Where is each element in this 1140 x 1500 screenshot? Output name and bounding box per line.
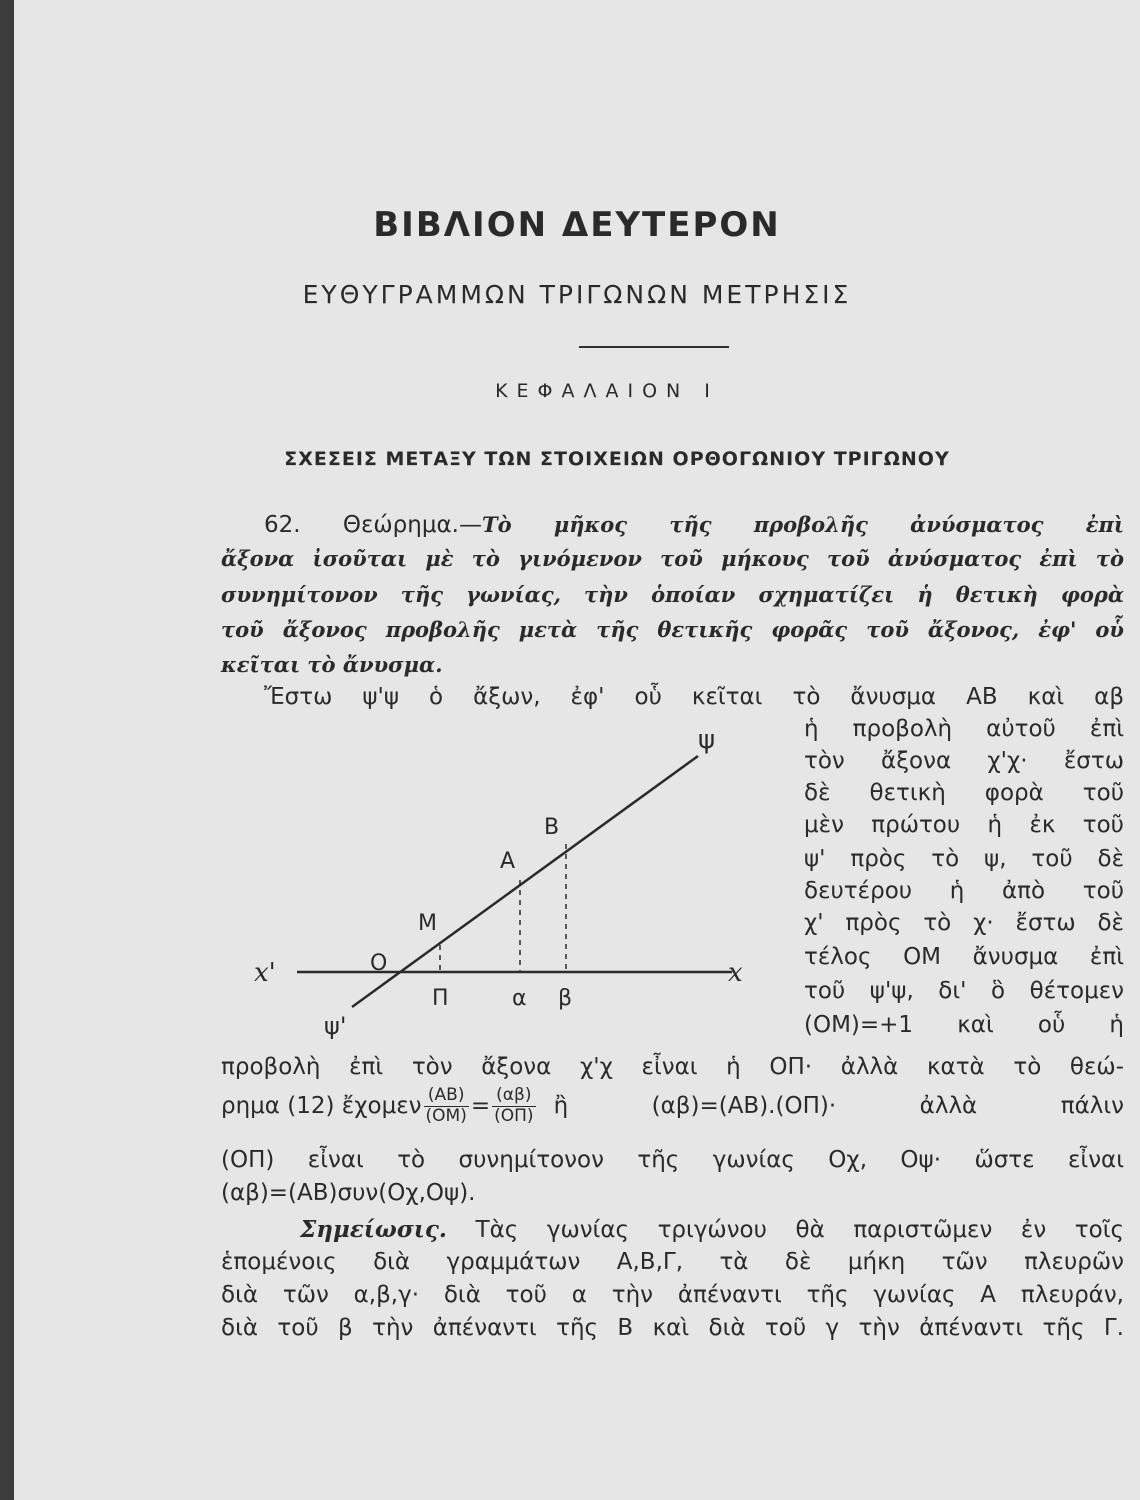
- note-line-2: ἑπομένοις διὰ γραμμάτων Α,Β,Γ, τὰ δὲ μήκη τῶν πλευρῶν: [221, 1249, 1124, 1275]
- theorem-line-3: συνημίτονον τῆς γωνίας, τὴν ὁποίαν σχηματίζει ἡ θετικὴ φορὰ: [221, 582, 1124, 607]
- note-first-text: Τὰς γωνίας τριγώνου θὰ παριστῶμεν ἐν τοῖς: [475, 1217, 1124, 1243]
- projection-diagram: [14, 0, 1140, 1500]
- proof-line-after-diagram: προβολὴ ἐπὶ τὸν ἄξονα χ'χ εἶναι ἡ ΟΠ· ἀλλὰ κατὰ τὸ θεώ-: [221, 1054, 1124, 1080]
- side-line-4: μὲν πρώτου ἡ ἐκ τοῦ: [804, 812, 1124, 838]
- side-line-10: (ΟΜ)=+1 καὶ οὗ ἡ: [804, 1012, 1124, 1038]
- formula-suffix: ἢ (αβ)=(ΑΒ).(ΟΠ)· ἀλλὰ πάλιν: [553, 1092, 1124, 1119]
- fraction-alphabeta-op-denominator: (ΟΠ): [494, 1105, 534, 1126]
- fraction-ab-om-denominator: (ΟΜ): [425, 1105, 467, 1126]
- proof-line-cos: (ΟΠ) εἶναι τὸ συνημίτονον τῆς γωνίας Οχ, Οψ· ὥστε εἶναι: [221, 1147, 1124, 1173]
- label-x: x: [728, 958, 743, 988]
- theorem-line-4: τοῦ ἄξονος προβολῆς μετὰ τῆς θετικῆς φορᾶς τοῦ ἄξονος, ἐφ' οὗ: [221, 617, 1124, 642]
- fraction-alphabeta-op-numerator: (αβ): [492, 1086, 535, 1107]
- formula-prefix: ρημα (12) ἔχομεν: [221, 1092, 422, 1119]
- theorem-line-5: κεῖται τὸ ἄνυσμα.: [221, 652, 443, 677]
- side-line-5: ψ' πρὸς τὸ ψ, τοῦ δὲ: [804, 846, 1124, 872]
- side-line-8: τέλος ΟΜ ἄνυσμα ἐπὶ: [804, 944, 1124, 970]
- label-psi-prime: ψ': [324, 1012, 347, 1040]
- side-line-9: τοῦ ψ'ψ, δι' ὃ θέτομεν: [804, 978, 1124, 1004]
- label-x-prime: x': [254, 958, 276, 988]
- label-A: A: [500, 849, 516, 874]
- side-line-3: δὲ θετικὴ φορὰ τοῦ: [804, 780, 1124, 806]
- theorem-line-2: ἄξονα ἰσοῦται μὲ τὸ γινόμενον τοῦ μήκους τοῦ ἀνύσματος ἐπὶ τὸ: [221, 546, 1124, 571]
- side-line-2: τὸν ἄξονα χ'χ· ἔστω: [804, 748, 1124, 774]
- label-B: B: [544, 815, 560, 840]
- theorem-text: Τὸ μῆκος τῆς προβολῆς ἀνύσματος ἐπὶ: [481, 512, 1124, 537]
- book-spine-edge: [0, 0, 14, 1500]
- note-label: Σημείωσις.: [300, 1216, 447, 1243]
- label-psi: ψ: [698, 725, 716, 755]
- theorem-number: 62. Θεώρημα.—: [264, 512, 482, 538]
- section-heading: ΣΧΕΣΕΙΣ ΜΕΤΑΞΥ ΤΩΝ ΣΤΟΙΧΕΙΩΝ ΟΡΘΟΓΩΝΙΟΥ ΤΡΙΓΩΝΟΥ: [284, 448, 950, 470]
- label-M: M: [418, 911, 437, 936]
- proof-line-1: Ἔστω ψ'ψ ὁ ἄξων, ἐφ' οὗ κεῖται τὸ ἄνυσμα ΑΒ καὶ αβ: [264, 684, 1124, 710]
- label-alpha: α: [512, 986, 527, 1011]
- equals-sign: =: [470, 1092, 491, 1119]
- note-line-3: διὰ τῶν α,β,γ· διὰ τοῦ α τὴν ἀπέναντι τῆς γωνίας Α πλευράν,: [221, 1282, 1124, 1308]
- book-page: [14, 0, 1140, 1500]
- proof-line-result: (αβ)=(ΑΒ)συν(Οχ,Οψ).: [221, 1180, 476, 1206]
- label-Pi: Π: [432, 986, 449, 1011]
- psi-axis: [352, 756, 698, 1007]
- book-title: ΒΙΒΛΙΟΝ ΔΕΥΤΕΡΟΝ: [373, 205, 781, 245]
- book-subtitle: ΕΥΘΥΓΡΑΜΜΩΝ ΤΡΙΓΩΝΩΝ ΜΕΤΡΗΣΙΣ: [302, 280, 852, 309]
- side-line-7: χ' πρὸς τὸ χ· ἔστω δὲ: [804, 910, 1124, 936]
- side-line-6: δευτέρου ἡ ἀπὸ τοῦ: [804, 878, 1124, 904]
- side-line-1: ἡ προβολὴ αὐτοῦ ἐπὶ: [804, 716, 1124, 742]
- label-O: O: [370, 951, 388, 976]
- chapter-heading: ΚΕΦΑΛΑΙΟΝ Ι: [495, 380, 719, 402]
- label-beta: β: [558, 986, 573, 1011]
- note-line-4: διὰ τοῦ β τὴν ἀπέναντι τῆς Β καὶ διὰ τοῦ γ τὴν ἀπέναντι τῆς Γ.: [221, 1315, 1124, 1341]
- fraction-ab-om-numerator: (ΑΒ): [424, 1086, 469, 1107]
